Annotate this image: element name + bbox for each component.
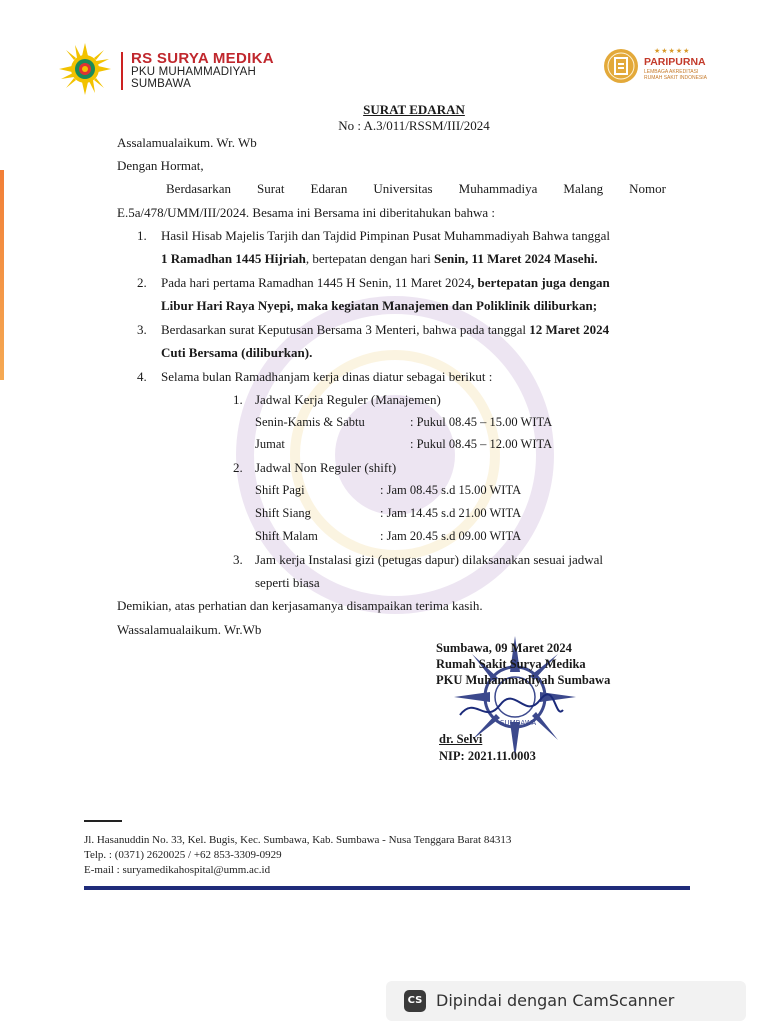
accreditation-sub-line-1: LEMBAGA AKREDITASI bbox=[644, 69, 699, 75]
schedule-shift-row-2-label: Shift Siang bbox=[255, 506, 311, 520]
schedule-shift-row-1-value: : Jam 08.45 s.d 15.00 WITA bbox=[380, 483, 522, 497]
signature-place-date: Sumbawa, 09 Maret 2024 bbox=[436, 641, 572, 655]
signer-nip: NIP: 2021.11.0003 bbox=[439, 749, 536, 763]
accreditation-badge-icon bbox=[603, 48, 639, 84]
schedule-regular-row-2-label: Jumat bbox=[255, 437, 285, 451]
item-2-plain: Pada hari pertama Ramadhan 1445 H Senin, 11 Maret 2024 bbox=[161, 275, 471, 290]
footer-bar bbox=[84, 886, 690, 890]
intro-line-2: E.5a/478/UMM/III/2024. Besama ini Bersama ini diberitahukan bahwa : bbox=[117, 205, 495, 220]
closing-text: Demikian, atas perhatian dan kerjasamanya disampaikan terima kasih. bbox=[117, 598, 483, 613]
item-2-line-2: Libur Hari Raya Nyepi, maka kegiatan Manajemen dan Poliklinik diliburkan; bbox=[161, 298, 598, 313]
item-1-line-2 bbox=[161, 251, 598, 267]
farewell-text: Wassalamualaikum. Wr.Wb bbox=[117, 622, 262, 637]
schedule-kitchen-number: 3. bbox=[233, 552, 243, 567]
item-1-date-hijri: 1 Ramadhan 1445 Hijriah bbox=[161, 251, 306, 266]
camscanner-logo-icon: CS bbox=[404, 990, 426, 1012]
letter-title: SURAT EDARAN bbox=[363, 102, 465, 117]
schedule-kitchen-line-1: Jam kerja Instalasi gizi (petugas dapur) dilaksanakan sesuai jadwal bbox=[255, 552, 603, 567]
schedule-regular-title: Jadwal Kerja Reguler (Manajemen) bbox=[255, 392, 441, 407]
item-4-number: 4. bbox=[137, 369, 147, 384]
accreditation-sub-line-2: RUMAH SAKIT INDONESIA bbox=[644, 75, 707, 81]
schedule-regular-row-2-value: : Pukul 08.45 – 12.00 WITA bbox=[410, 437, 553, 451]
schedule-shift-row-2-value: : Jam 14.45 s.d 21.00 WITA bbox=[380, 506, 522, 520]
footer-phone: Telp. : (0371) 2620025 / +62 853-3309-0929 bbox=[84, 849, 282, 861]
accreditation-subtitle bbox=[644, 69, 707, 81]
item-3-line-1 bbox=[161, 322, 609, 338]
letter-number: No : A.3/011/RSSM/III/2024 bbox=[338, 118, 490, 133]
hospital-sub-line-1: PKU MUHAMMADIYAH bbox=[131, 66, 257, 78]
greeting: Assalamualaikum. Wr. Wb bbox=[117, 135, 257, 150]
item-1-mid: , bertepatan dengan hari bbox=[305, 251, 434, 266]
signer-name: dr. Selvi bbox=[439, 732, 483, 746]
item-2-number: 2. bbox=[137, 275, 147, 290]
item-3-plain: Berdasarkan surat Keputusan Bersama 3 Menteri, bahwa pada tanggal bbox=[161, 322, 530, 337]
item-3-number: 3. bbox=[137, 322, 147, 337]
schedule-shift-row-3-value: : Jam 20.45 s.d 09.00 WITA bbox=[380, 529, 522, 543]
schedule-shift-row-3-label: Shift Malam bbox=[255, 529, 318, 543]
item-3-line-2: Cuti Bersama (diliburkan). bbox=[161, 345, 313, 360]
item-2-line-1 bbox=[161, 275, 610, 291]
hospital-name: RS SURYA MEDIKA bbox=[131, 50, 274, 67]
muhammadiyah-sun-logo bbox=[58, 42, 112, 96]
intro-line-1: Berdasarkan Surat Edaran Universitas Muhammadiya Malang Nomor bbox=[166, 181, 666, 196]
salutation: Dengan Hormat, bbox=[117, 158, 204, 173]
item-1-number: 1. bbox=[137, 228, 147, 243]
header-divider bbox=[121, 52, 123, 90]
schedule-regular-number: 1. bbox=[233, 392, 243, 407]
signature-org-2: PKU Muhammadiyah Sumbawa bbox=[436, 673, 611, 687]
camscanner-label: Dipindai dengan CamScanner bbox=[436, 991, 675, 1010]
accreditation-title: PARIPURNA bbox=[644, 56, 706, 68]
footer-address: Jl. Hasanuddin No. 33, Kel. Bugis, Kec. Sumbawa, Kab. Sumbawa - Nusa Tenggara Barat 84313 bbox=[84, 834, 512, 846]
watermark-logo bbox=[230, 290, 560, 620]
schedule-shift-number: 2. bbox=[233, 460, 243, 475]
schedule-regular-row-1-label: Senin-Kamis & Sabtu bbox=[255, 415, 365, 429]
schedule-shift-row-1-label: Shift Pagi bbox=[255, 483, 305, 497]
accreditation-stars: ★★★★★ bbox=[654, 47, 691, 55]
item-4-line-1: Selama bulan Ramadhanjam kerja dinas diatur sebagai berikut : bbox=[161, 369, 493, 384]
item-3-bold: 12 Maret 2024 bbox=[529, 322, 610, 337]
schedule-regular-row-1-value: : Pukul 08.45 – 15.00 WITA bbox=[410, 415, 553, 429]
item-1-date-masehi: Senin, 11 Maret 2024 Masehi. bbox=[433, 251, 598, 266]
item-2-bold: , bertepatan juga dengan bbox=[471, 275, 610, 290]
stamp-text: SUMBAWA bbox=[500, 719, 537, 727]
signature-org-1: Rumah Sakit Surya Medika bbox=[436, 657, 586, 671]
hospital-sub-line-2: SUMBAWA bbox=[131, 78, 191, 90]
footer-email: E-mail : suryamedikahospital@umm.ac.id bbox=[84, 864, 271, 876]
footer-rule bbox=[84, 820, 122, 822]
scan-edge-strip bbox=[0, 170, 4, 380]
item-1-line-1: Hasil Hisab Majelis Tarjih dan Tajdid Pimpinan Pusat Muhammadiyah Bahwa tanggal bbox=[161, 228, 611, 243]
hospital-subtitle bbox=[131, 66, 256, 90]
schedule-shift-title: Jadwal Non Reguler (shift) bbox=[255, 460, 397, 475]
handwritten-signature bbox=[455, 690, 565, 730]
schedule-kitchen-line-2: seperti biasa bbox=[255, 575, 320, 590]
